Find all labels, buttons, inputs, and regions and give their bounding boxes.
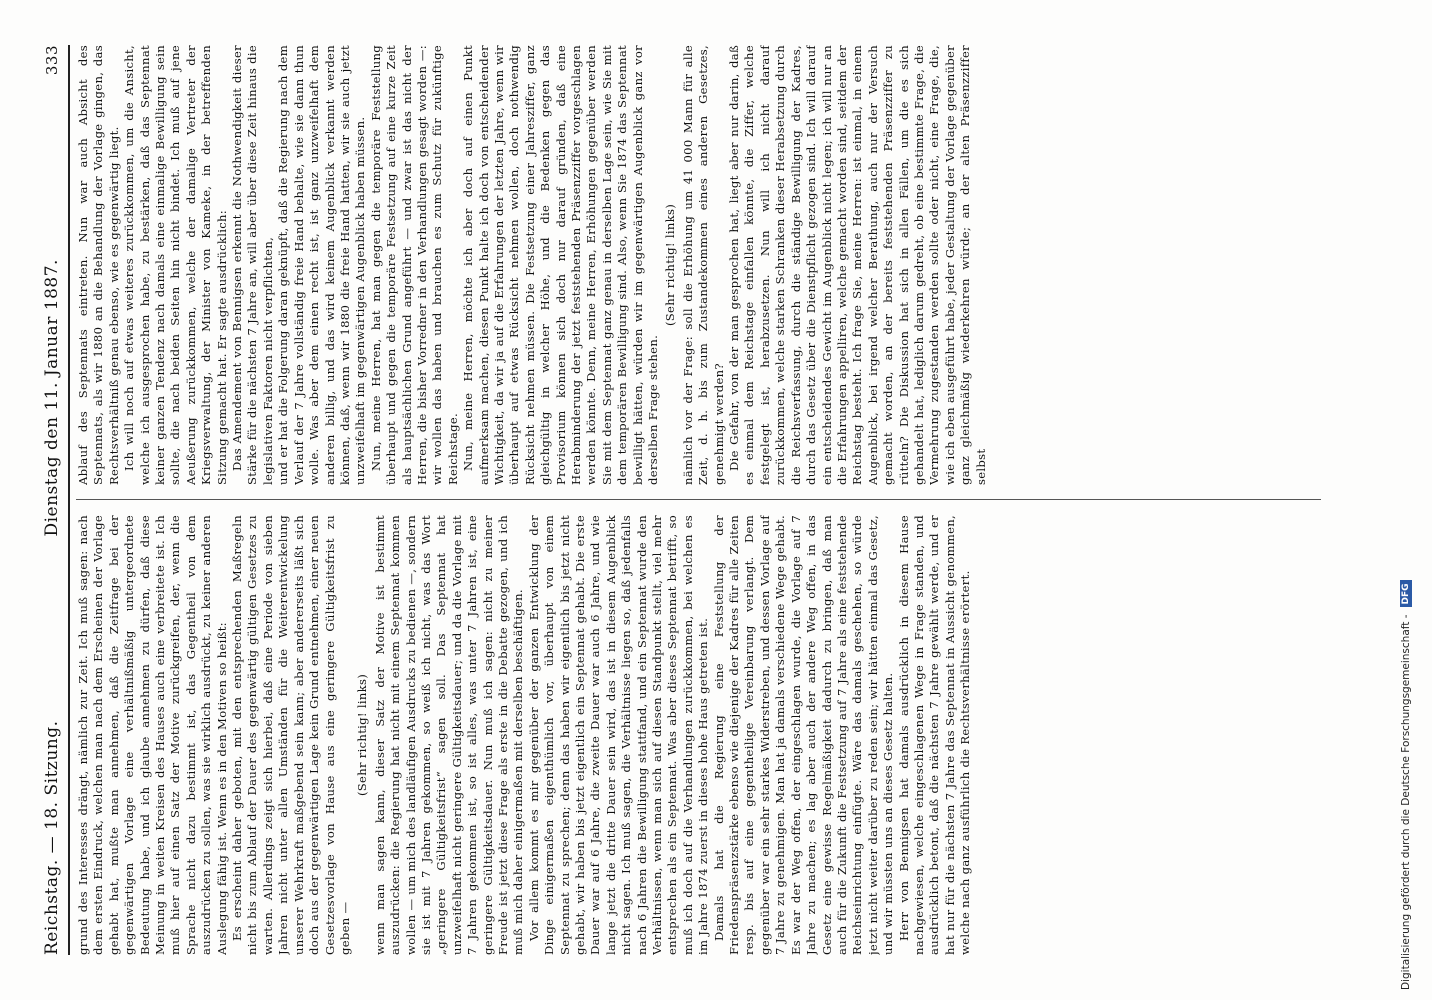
rotated-page-content xyxy=(36,45,1341,955)
digitization-credit xyxy=(1400,580,1412,990)
paragraph: wenn man sagen kann, dieser Satz der Motive ist bestimmt auszudrücken: die Regierung hat nicht mit einem Septennat kommen wollen — um mich des landläufigen Ausdrucks zu bedienen —, sondern sie ist mit 7 Jahren gekommen, so weiß ich nicht, was das Wort „geringere Gültigkeitsfrist“ sagen soll. Das Septennat hat unzweifelhaft nicht geringere Gültigkeitsdauer; und da die Vorlage mit 7 Jahren gekommen ist, so ist alles, was unter 7 Jahren ist, eine geringere Gültigkeitsdauer. Nun muß ich sagen: nicht zu meiner Freude ist jetzt diese Frage als erste in die Debatte gezogen, und ich muß mich daher einigermaßen mit derselben beschäftigen. xyxy=(372,515,526,955)
column-divider xyxy=(76,499,1321,500)
quote-paragraph: Es erscheint daher geboten, mit den entsprechenden Maßregeln nicht bis zum Ablauf der Dauer des gegenwärtig gültigen Gesetzes zu warten. Allerdings zeigt sich hierbei, daß eine Periode von sieben Jahren nicht unter allen Umständen für die Weiterentwickelung unserer Wehrkraft maßgebend sein kann; aber andererseits läßt sich doch aus der gegenwärtigen Lage kein Grund entnehmen, einer neuen Gesetzesvorlage von Hause aus eine geringere Gültigkeitsfrist zu geben — xyxy=(230,515,352,955)
page-number: 333 xyxy=(43,45,61,76)
paragraph: Damals hat die Regierung eine Feststellung der Friedenspräsenzstärke ebenso wie diejenige der Kadres für alle Zeiten resp. bis auf eine gegentheilige Vereinbarung verlangt. Dem gegenüber war ein sehr starkes Widerstreben, und dessen Vorlage auf 7 Jahre zu genehmigen. Man hat ja damals verschiedene Wege gehabt. Es war der Weg offen, der eingeschlagen wurde, die Vorlage auf 7 Jahre zu machen; es lag aber auch der andere Weg offen, in das Gesetz eine gewisse Regelmäßigkeit dadurch zu bringen, daß man auch für die Zukunft die Festsetzung auf 7 Jahre als eine feststehende Reichseinrichtung einfügte. Wäre das damals geschehen, so würde jetzt nicht weiter darüber zu reden sein; wir hätten einmal das Gesetz, und wir müssten uns an dieses Gesetz halten. xyxy=(711,515,896,955)
header-left: Reichstag. — 18. Sitzung. xyxy=(42,720,62,955)
page-header xyxy=(36,45,70,955)
paragraph: Vor allem kommt es mir gegenüber der ganzen Entwicklung der Dinge einigermaßen eigenthümlich vor, überhaupt von einem Septennat zu sprechen; denn das haben wir eigentlich bis jetzt nicht gehabt, wir haben bis jetzt eigentlich ein Septennat gehabt. Die erste Dauer war auf 6 Jahre, die zweite Dauer war auch 6 Jahre, und wie lange jetzt die dritte Dauer sein wird, das ist in diesem Augenblick nicht sagen. Ich muß sagen, die Verhältnisse liegen so, daß jedenfalls nach 6 Jahren die Bewilligung stattfand, und ein Septennat wurde den Verhältnissen, wenn man sich auf diesen Standpunkt stellt, viel mehr entsprechen als ein Septennat. Was aber dieses Septennat betrifft, so muß ich doch auf die Verhandlungen zurückkommen, bei welchen es im Jahre 1874 zuerst in dieses hohe Haus getreten ist. xyxy=(526,515,711,955)
paragraph: und er hat die Folgerung daran geknüpft, daß die Regierung nach dem Verlauf der 7 Jahre vollständig freie Hand behalte, wie sie dann thun wolle. Was aber dem einen recht ist, ist ganz unzweifelhaft dem anderen billig, und das wird keinem Augenblick verkannt werden können, daß, wenn wir 1880 die freie Hand hatten, wir sie auch jetzt unzweifelhaft im gegenwärtigen Augenblick haben müssen. xyxy=(276,45,368,485)
right-column xyxy=(76,45,1341,485)
paragraph: Herr von Bennigsen hat damals ausdrücklich in diesem Hause nachgewiesen, welche eingeschlagenen Wege in Frage standen, und ausdrücklich betont, daß die nächsten 7 Jahre gewählt werde, und er hat nur für die nächsten 7 Jahre das Septennat in Aussicht genommen, welche nach ganz ausführlich die Rechtsverhältnisse erörtert. xyxy=(896,515,973,955)
paragraph: Nun, meine Herren, hat man gegen die temporäre Feststellung überhaupt und gegen die temporäre Festsetzung auf eine kurze Zeit als hauptsächlichen Grund angeführt — und zwar ist das nicht der Herren, die bisher Vorredner in den Verhandlungen gesagt worden —: wir wollen das haben und brauchen es zum Schutz für zukünftige Reichstage. xyxy=(368,45,460,485)
paragraph: Ablauf des Septennats eintreten. Nun war auch Absicht des Septennats, als wir 1880 an die Behandlung der Vorlage gingen, das Rechtsverhältniß genau ebenso, wie es gegenwärtig liegt. xyxy=(76,45,121,485)
quote-paragraph: Das Amendement von Bennigsen erkennt die Nothwendigkeit dieser Stärke für die nächsten 7 Jahre an, will aber über diese Zeit hinaus die legislativen Faktoren nicht verpflichten, xyxy=(230,45,275,485)
header-date: Dienstag den 11. Januar 1887. xyxy=(42,259,62,537)
paragraph: Nun, meine Herren, möchte ich aber doch auf einen Punkt aufmerksam machen, diesen Punkt halte ich doch von entscheidender Wichtigkeit, da wir ja auf die Erfahrungen der letzten Jahre, wenn wir überhaupt auf etwas Rücksicht nehmen wollen, doch nothwendig Rücksicht nehmen müssen. Die Festsetzung einer Jahresziffer, ganz gleichgültig in welcher Höhe, und die Bedenken gegen das Provisorium können sich doch nur darauf gründen, daß eine Herabminderung der jetzt feststehenden Präsenzziffer vorgeschlagen werden könnte. Denn, meine Herren, Erhöhungen gegenüber werden Sie mit dem Septennat ganz genau in derselben Lage sein, wie Sie mit dem temporären Bewilligung sind. Also, wenn Sie 1874 das Septennat bewilligt hätten, würden wir im gegenwärtigen Augenblick ganz vor derselben Frage stehen. xyxy=(461,45,661,485)
interjection: (Sehr richtig! links) xyxy=(355,673,370,797)
paragraph: Ich will noch auf etwas weiteres zurückkommen, um die Ansicht, welche ich ausgesprochen habe, zu bestärken, daß das Septennat keiner ganzen Tendenz nach damals eine einmalige Bewilligung sein sollte, die nach beiden Seiten hin nicht bindet. Ich muß auf jene Aeußerung zurückkommen, welche der damalige Vertreter der Kriegsverwaltung, der Minister von Kameke, in der betreffenden Sitzung gemacht hat. Er sagte ausdrücklich: xyxy=(122,45,229,485)
left-column xyxy=(76,515,1341,955)
paragraph: nämlich vor der Frage: soll die Erhöhung um 41 000 Mann für alle Zeit, d. h. bis zum Zustandekommen eines anderen Gesetzes, genehmigt werden? xyxy=(680,45,726,485)
interjection: (Sehr richtig! links) xyxy=(663,203,678,327)
dfg-logo: DFG xyxy=(1400,580,1412,607)
paragraph: Die Gefahr, von der man gesprochen hat, liegt aber nur darin, daß es einmal dem Reichstage einfallen könnte, die Ziffer, welche festgelegt ist, herabzusetzen. Nun will ich nicht darauf zurückkommen, welche starken Schranken dieser Herabsetzung durch die Reichsverfassung, durch die ständige Bewilligung der Kadres, durch das Gesetz über die Dienstpflicht gezogen sind. Ich will darauf ein entscheidendes Gewicht im Augenblick nicht legen; ich will nur an die Erfahrungen appelliren, welche gemacht worden sind, seitdem der Reichstag besteht. Ich frage Sie, meine Herren: ist einmal, in einem Augenblick, bei irgend welcher Berathung, auch nur der Versuch gemacht worden, an der bereits feststehenden Präsenzziffer zu rütteln? Die Diskussion hat sich in allen Fällen, um die es sich gehandelt hat, lediglich darum gedreht, ob eine bestimmte Frage, die Vermehrung zugestanden werden sollte oder nicht, eine Frage, die, wie ich eben ausgeführt habe, jeder Gestaltung der Vorlage gegenüber ganz gleichmäßig wiederkehren würde; an der alten Präsenzziffer selbst xyxy=(727,45,988,485)
credit-text: Digitalisierung gefördert durch die Deutsche Forschungsgemeinschaft - xyxy=(1400,614,1412,990)
paragraph: grund des Interesses drängt, nämlich zur Zeit. Ich muß sagen: nach dem ersten Eindruck, welchen man nach dem Erscheinen der Vorlage gehabt hat, mußte man annehmen, daß die Zeitfrage bei der gegenwärtigen Vorlage eine verhältnißmäßig untergeordnete Bedeutung habe, und ich glaube annehmen zu dürfen, daß diese Meinung in weiten Kreisen des Hauses auch eine verbreitete ist. Ich muß hier auf einen Satz der Motive zurückgreifen, der, wenn die Sprache nicht dazu bestimmt ist, das Gegentheil von dem auszudrücken zu sollen, was sie wirklich ausdrückt, zu keiner anderen Auslegung fähig ist. Wenn es in den Motiven so heißt: xyxy=(76,515,229,955)
